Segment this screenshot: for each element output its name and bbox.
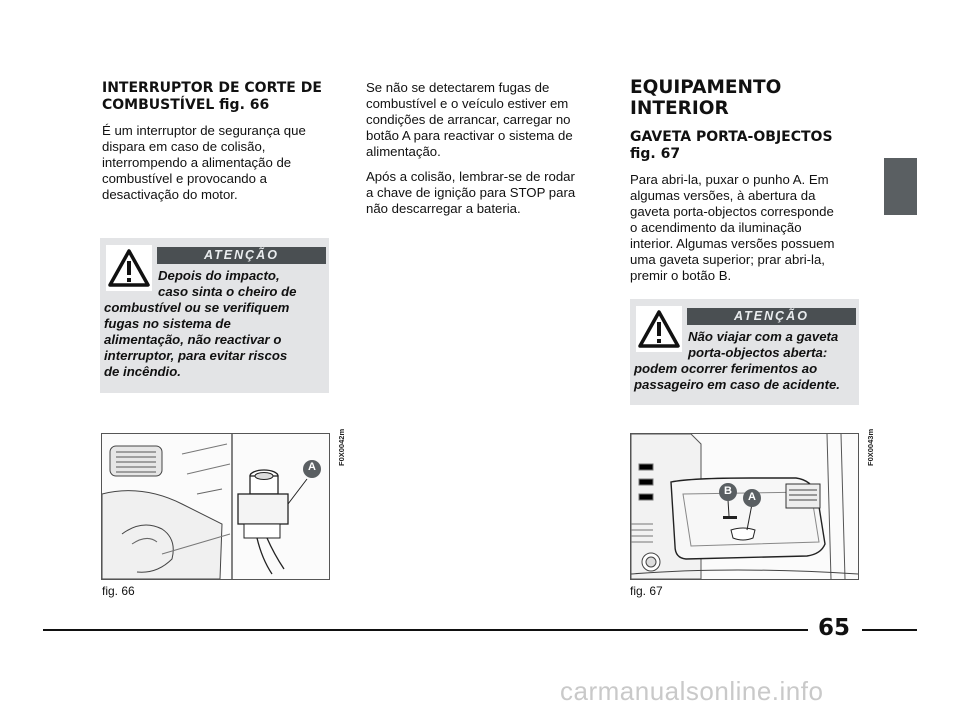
warning-line: Depois do impacto, (158, 268, 280, 283)
warning-line: interruptor, para evitar riscos (104, 348, 288, 363)
text-line: Se não se detectarem fugas de (366, 80, 550, 95)
glovebox-description (630, 172, 865, 284)
warning-line: porta-objectos aberta: (688, 345, 828, 360)
section-title-line2: INTERIOR (630, 98, 729, 119)
text-line: Para abri-la, puxar o punho A. Em (630, 172, 829, 187)
text-line: Após a colisão, lembrar-se de rodar (366, 169, 575, 184)
fuel-cutoff-heading (102, 80, 322, 114)
warning-text-indented (688, 329, 838, 361)
text-line: combustível e o veículo estiver em (366, 96, 569, 111)
section-title (630, 77, 781, 119)
text-line: alimentação. (366, 144, 441, 159)
fuel-cutoff-heading-line1: INTERRUPTOR DE CORTE DE (102, 80, 322, 96)
callout-b-label: B (724, 485, 732, 497)
text-line: botão A para reactivar o sistema de (366, 128, 573, 143)
figure-66-code: F0X0042m (337, 428, 346, 466)
warning-box-fuel (100, 238, 329, 393)
paragraph (366, 169, 601, 217)
footer-rule-right (862, 629, 917, 631)
text-line: a chave de ignição para STOP para (366, 185, 576, 200)
text-line: uma gaveta superior; prar abri-la, (630, 252, 825, 267)
text-line: premir o botão B. (630, 268, 732, 283)
text-line: gaveta porta-objectos corresponde (630, 204, 834, 219)
figure-66-illustration (101, 433, 330, 580)
section-tab-marker (884, 158, 917, 215)
page-number: 65 (817, 615, 850, 641)
warning-triangle-icon (106, 245, 152, 291)
warning-line: caso sinta o cheiro de (158, 284, 297, 299)
text-line: dispara em caso de colisão, (102, 139, 266, 154)
warning-text (634, 361, 840, 393)
text-line: o acendimento da iluminação (630, 220, 802, 235)
figure-67-illustration (630, 433, 859, 580)
warning-line: podem ocorrer ferimentos ao (634, 361, 818, 376)
text-line: algumas versões, à abertura da (630, 188, 816, 203)
figure-67-code: F0X0043m (866, 428, 875, 466)
glovebox-heading-line1: GAVETA PORTA-OBJECTOS (630, 129, 833, 145)
callout-a-label: A (308, 461, 316, 473)
text-line: interrompendo a alimentação de (102, 155, 292, 170)
glovebox-heading (630, 129, 833, 163)
warning-title-bar: ATENÇÃO (687, 308, 856, 325)
warning-line: de incêndio. (104, 364, 181, 379)
warning-line: combustível ou se verifiquem (104, 300, 290, 315)
text-line: combustível e provocando a (102, 171, 267, 186)
text-line: desactivação do motor. (102, 187, 238, 202)
glovebox-heading-line2: fig. 67 (630, 146, 681, 162)
text-line: condições de arrancar, carregar no (366, 112, 571, 127)
glovebox-drawing (631, 434, 858, 579)
text-line: não descarregar a bateria. (366, 201, 521, 216)
callout-a-label: A (748, 491, 756, 503)
reactivation-text (366, 80, 601, 217)
fuel-cutoff-description (102, 123, 337, 203)
paragraph (366, 80, 601, 160)
figure-67-caption: fig. 67 (630, 584, 663, 598)
text-line: É um interruptor de segurança que (102, 123, 306, 138)
fuel-cutoff-heading-line2: COMBUSTÍVEL fig. 66 (102, 97, 270, 113)
section-title-line1: EQUIPAMENTO (630, 77, 782, 98)
figure-66-caption: fig. 66 (102, 584, 135, 598)
fuel-cutoff-switch-drawing (102, 434, 329, 579)
warning-box-glovebox (630, 299, 859, 405)
text-line: interior. Algumas versões possuem (630, 236, 835, 251)
footer-rule-left (43, 629, 808, 631)
warning-line: passageiro em caso de acidente. (634, 377, 840, 392)
warning-triangle-icon (636, 306, 682, 352)
warning-text-indented (158, 268, 297, 300)
warning-line: Não viajar com a gaveta (688, 329, 839, 344)
site-watermark: carmanualsonline.info (560, 676, 824, 706)
warning-title-bar: ATENÇÃO (157, 247, 326, 264)
warning-text (104, 300, 289, 380)
warning-line: alimentação, não reactivar o (104, 332, 282, 347)
warning-line: fugas no sistema de (104, 316, 231, 331)
